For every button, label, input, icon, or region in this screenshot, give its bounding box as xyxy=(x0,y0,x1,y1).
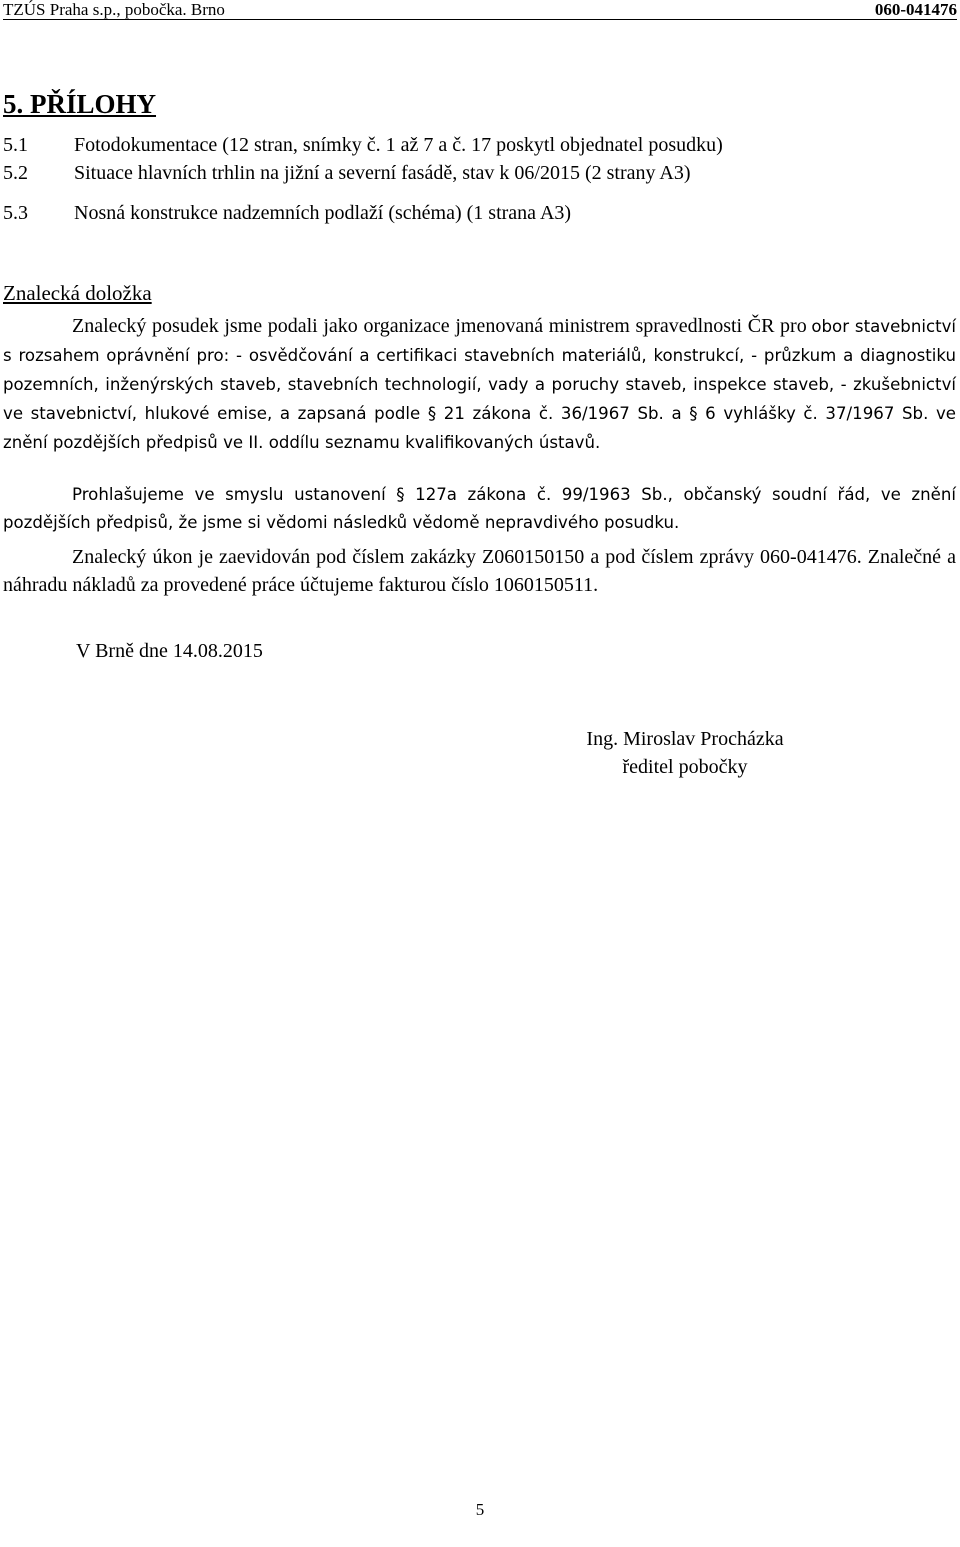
signing-date: V Brně dne 14.08.2015 xyxy=(76,640,263,662)
expert-clause-paragraph-2 xyxy=(3,481,956,537)
header-document-number: 060-041476 xyxy=(874,0,957,19)
appendix-item-text: Nosná konstrukce nadzemních podlaží (schéma) (1 strana A3) xyxy=(74,202,572,224)
paragraph-2-lead: Prohlašujeme ve smyslu ustanovení § 127a zákona č. 99/1963 Sb. xyxy=(72,485,668,504)
expert-clause-title: Znalecká doložka xyxy=(3,281,152,305)
signatory-role: ředitel pobočky xyxy=(622,756,748,778)
appendix-item-number: 5.2 xyxy=(3,162,28,184)
appendix-item-number: 5.3 xyxy=(3,202,28,224)
paragraph-1-lead: Znalecký posudek jsme podali jako organizace jmenovaná ministrem spravedlnosti ČR pro xyxy=(72,315,807,337)
appendix-item-text: Situace hlavních trhlin na jižní a severní fasádě, stav k 06/2015 (2 strany A3) xyxy=(74,162,691,184)
appendix-item-number: 5.1 xyxy=(3,134,28,156)
page-header xyxy=(3,0,957,20)
appendix-item-text: Fotodokumentace (12 stran, snímky č. 1 až 7 a č. 17 poskytl objednatel posudku) xyxy=(74,134,723,156)
header-organization: TZÚS Praha s.p., pobočka. Brno xyxy=(3,0,225,19)
signatory-name: Ing. Miroslav Procházka xyxy=(586,728,784,750)
section-title: 5. PŘÍLOHY xyxy=(3,89,157,119)
expert-clause-paragraph-3: Znalecký úkon je zaevidován pod číslem zakázky Z060150150 a pod číslem zprávy 060-041476. Znalečné a náhradu nákladů za provedené práce účtujeme fakturou číslo 1060150511. xyxy=(3,546,956,596)
paragraph-1-body: obor stavebnictví s rozsahem oprávnění pro: - osvědčování a certifikaci stavebních materiálů, konstrukcí, - průzkum a diagnostiku pozemních, inženýrských staveb, stavebních technologií, vady a poruchy staveb, inspekce staveb, - zkušebnictví ve stavebnictví, hlukové emise, a zapsaná podle § 21 zákona č. 36/1967 Sb. a § 6 vyhlášky č. 37/1967 Sb. ve znění pozdějších předpisů ve II. oddílu seznamu kvalifikovaných ústavů. xyxy=(3,317,957,452)
paragraph-2-body: , občanský soudní řád, ve znění pozdějších předpisů, že jsme si vědomi následků vědomě nepravdivého posudku. xyxy=(3,485,956,532)
page-number: 5 xyxy=(475,1500,485,1519)
expert-clause-paragraph-1 xyxy=(3,312,956,458)
